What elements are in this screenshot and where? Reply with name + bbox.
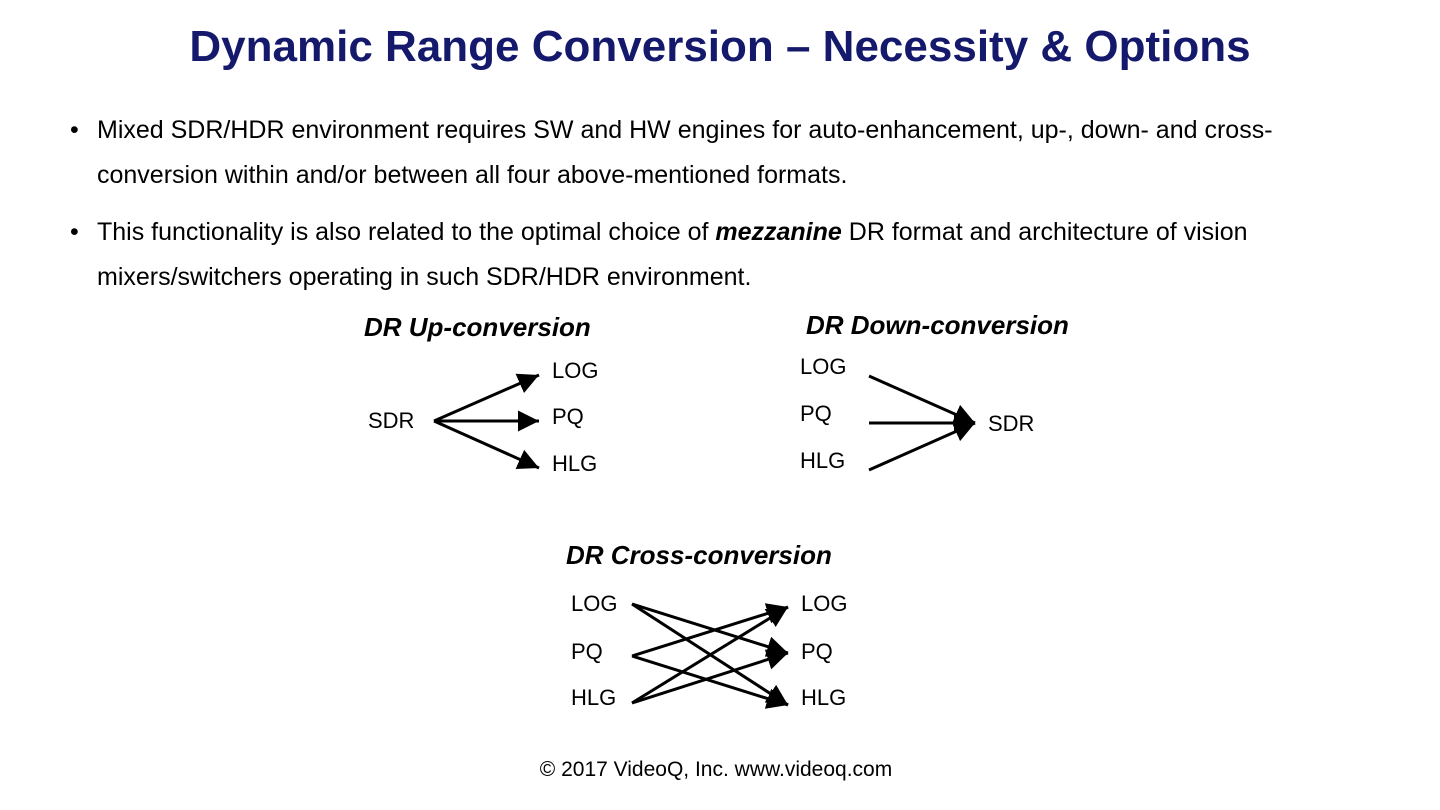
down-source-hlg: HLG [800,448,846,473]
up-target-pq: PQ [552,404,584,429]
bullet-text-before: This functionality is also related to the optimal choice of [97,218,716,246]
down-source-log: LOG [800,354,847,379]
slide-title: Dynamic Range Conversion – Necessity & Options [189,22,1251,71]
arrow-sdr-to-hlg [434,421,539,468]
up-target-hlg: HLG [552,451,598,476]
bullet-emphasis: mezzanine [715,218,842,246]
bullet-marker: • [70,116,79,144]
bullet-marker: • [70,218,79,246]
arrow-sdr-to-log [434,375,539,421]
bullet-text-after: DR format and architecture of vision mixers/switchers operating in such SDR/HDR environment. [97,218,1248,291]
up-source-sdr: SDR [368,408,415,433]
down-target-sdr: SDR [988,411,1035,436]
arrow-pq-to-log [632,607,788,656]
up-conversion-heading: DR Up-conversion [364,312,591,342]
up-target-log: LOG [552,358,599,383]
cross-target-log: LOG [801,591,848,616]
cross-target-hlg: HLG [801,685,847,710]
down-source-pq: PQ [800,401,832,426]
arrow-hlg-to-pq [632,653,788,703]
copyright-footer: © 2017 VideoQ, Inc. www.videoq.com [539,758,893,781]
cross-target-pq: PQ [801,639,833,664]
bullet-text: Mixed SDR/HDR environment requires SW and HW engines for auto-enhancement, up-, down- and cross- conversion within and/or between all four above-mentioned formats. [97,116,1273,189]
arrow-log-to-sdr [869,376,975,423]
cross-source-pq: PQ [571,639,603,664]
down-conversion-heading: DR Down-conversion [806,310,1069,340]
cross-source-hlg: HLG [571,685,617,710]
arrow-log-to-pq [632,604,788,653]
cross-conversion-heading: DR Cross-conversion [566,540,832,570]
cross-source-log: LOG [571,591,618,616]
arrow-hlg-to-sdr [869,423,975,470]
arrow-pq-to-hlg [632,656,788,705]
